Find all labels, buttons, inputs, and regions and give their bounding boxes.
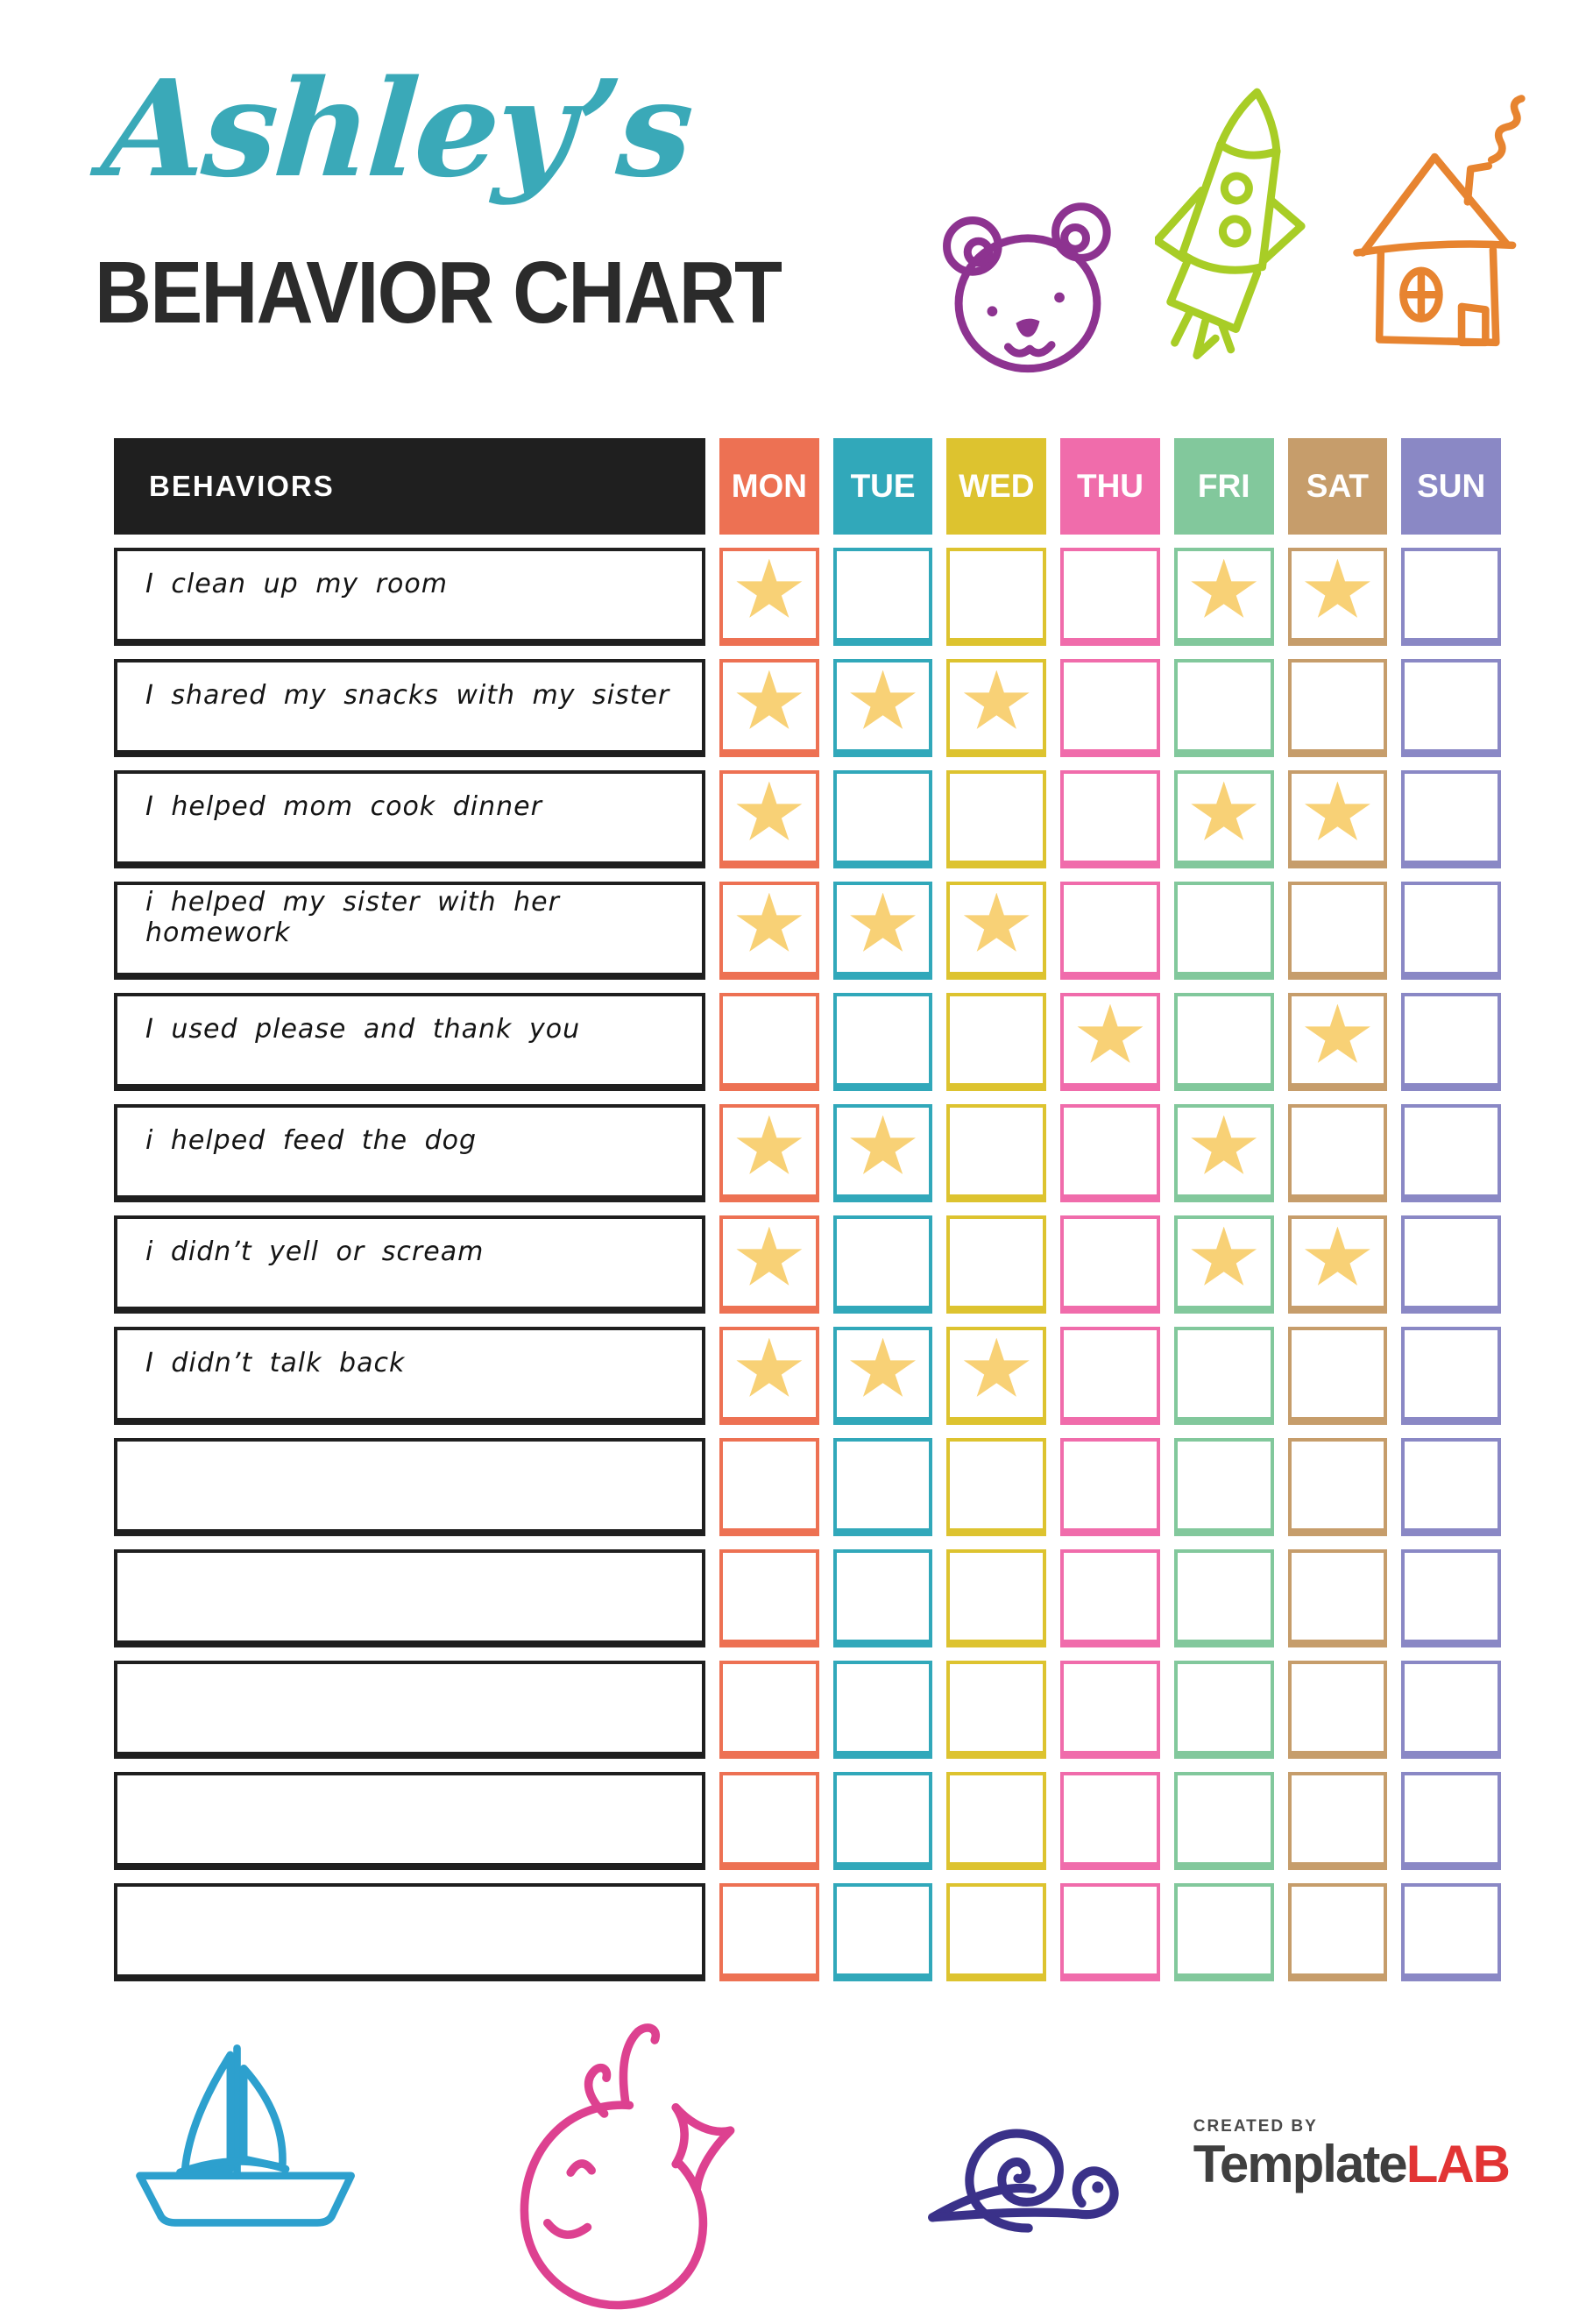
rocket-icon — [1155, 77, 1313, 410]
behavior-label[interactable] — [114, 1438, 705, 1536]
day-cell-wed[interactable] — [946, 1215, 1046, 1314]
created-by-label: CREATED BY — [1193, 2117, 1318, 2136]
day-cell-thu[interactable] — [1060, 882, 1160, 980]
behavior-label[interactable]: I clean up my room — [114, 548, 705, 646]
day-cell-sat[interactable] — [1288, 1327, 1388, 1425]
day-cell-wed[interactable] — [946, 1549, 1046, 1647]
day-cell-fri[interactable] — [1174, 993, 1274, 1091]
day-cell-mon[interactable] — [719, 1327, 819, 1425]
behavior-label[interactable] — [114, 1772, 705, 1870]
child-name-title: Ashley’s — [97, 50, 696, 207]
day-cell-sun[interactable] — [1401, 770, 1501, 868]
day-cell-fri[interactable] — [1174, 770, 1274, 868]
day-cell-thu[interactable] — [1060, 1883, 1160, 1981]
day-cell-sat[interactable] — [1288, 1661, 1388, 1759]
day-cell-tue[interactable] — [833, 882, 933, 980]
brand-name — [1193, 2136, 1509, 2192]
star-icon — [735, 1227, 804, 1292]
day-cell-thu[interactable] — [1060, 770, 1160, 868]
day-cell-sat[interactable] — [1288, 882, 1388, 980]
day-cell-sun[interactable] — [1401, 882, 1501, 980]
star-icon — [1303, 559, 1371, 624]
behavior-label[interactable]: I shared my snacks with my sister — [114, 659, 705, 757]
day-cell-wed[interactable] — [946, 1661, 1046, 1759]
day-cell-fri[interactable] — [1174, 1104, 1274, 1202]
behavior-label[interactable]: i helped my sister with her homework — [114, 882, 705, 980]
day-cell-tue[interactable] — [833, 1104, 933, 1202]
day-cell-fri[interactable] — [1174, 1661, 1274, 1759]
day-cell-mon[interactable] — [719, 1215, 819, 1314]
day-header-fri: FRI — [1174, 438, 1274, 535]
day-cell-thu[interactable] — [1060, 1327, 1160, 1425]
day-cell-tue[interactable] — [833, 1549, 933, 1647]
day-cell-fri[interactable] — [1174, 659, 1274, 757]
day-cell-fri[interactable] — [1174, 882, 1274, 980]
star-icon — [962, 893, 1030, 958]
day-cell-sat[interactable] — [1288, 1883, 1388, 1981]
day-cell-tue[interactable] — [833, 770, 933, 868]
house-icon — [1339, 91, 1533, 375]
day-cell-thu[interactable] — [1060, 1549, 1160, 1647]
star-icon — [1190, 1116, 1258, 1180]
day-header-sat: SAT — [1288, 438, 1388, 535]
sailboat-icon — [130, 2035, 365, 2236]
day-cell-sat[interactable] — [1288, 1772, 1388, 1870]
day-cell-mon[interactable] — [719, 1104, 819, 1202]
day-cell-wed[interactable] — [946, 1772, 1046, 1870]
star-icon — [1303, 1227, 1371, 1292]
day-cell-sun[interactable] — [1401, 1327, 1501, 1425]
day-cell-fri[interactable] — [1174, 1327, 1274, 1425]
day-cell-sat[interactable] — [1288, 993, 1388, 1091]
day-header-thu: THU — [1060, 438, 1160, 535]
day-cell-sun[interactable] — [1401, 1549, 1501, 1647]
star-icon — [735, 893, 804, 958]
behavior-label[interactable]: I helped mom cook dinner — [114, 770, 705, 868]
day-cell-wed[interactable] — [946, 770, 1046, 868]
day-cell-sat[interactable] — [1288, 1215, 1388, 1314]
day-cell-wed[interactable] — [946, 1438, 1046, 1536]
day-cell-sat[interactable] — [1288, 1104, 1388, 1202]
behavior-label[interactable] — [114, 1549, 705, 1647]
day-cell-mon[interactable] — [719, 1661, 819, 1759]
day-cell-wed[interactable] — [946, 548, 1046, 646]
day-cell-wed[interactable] — [946, 659, 1046, 757]
day-cell-wed[interactable] — [946, 1327, 1046, 1425]
day-cell-sun[interactable] — [1401, 1438, 1501, 1536]
day-cell-wed[interactable] — [946, 882, 1046, 980]
star-icon — [849, 1338, 917, 1403]
day-cell-wed[interactable] — [946, 993, 1046, 1091]
star-icon — [735, 559, 804, 624]
day-cell-sun[interactable] — [1401, 1215, 1501, 1314]
templatelab-logo — [1193, 2117, 1509, 2192]
day-cell-fri[interactable] — [1174, 1438, 1274, 1536]
day-cell-mon[interactable] — [719, 1438, 819, 1536]
star-icon — [962, 1338, 1030, 1403]
day-cell-thu[interactable] — [1060, 548, 1160, 646]
day-cell-sat[interactable] — [1288, 1438, 1388, 1536]
day-cell-fri[interactable] — [1174, 1215, 1274, 1314]
day-cell-thu[interactable] — [1060, 659, 1160, 757]
whale-icon — [491, 2009, 785, 2324]
day-cell-mon[interactable] — [719, 548, 819, 646]
star-icon — [1190, 1227, 1258, 1292]
day-cell-thu[interactable] — [1060, 1661, 1160, 1759]
star-icon — [1076, 1004, 1144, 1069]
star-icon — [1190, 782, 1258, 847]
behavior-label[interactable]: I didn’t talk back — [114, 1327, 705, 1425]
day-cell-thu[interactable] — [1060, 1438, 1160, 1536]
day-cell-tue[interactable] — [833, 1772, 933, 1870]
day-cell-tue[interactable] — [833, 1438, 933, 1536]
day-cell-sun[interactable] — [1401, 548, 1501, 646]
day-cell-mon[interactable] — [719, 770, 819, 868]
star-icon — [1303, 1004, 1371, 1069]
star-icon — [962, 670, 1030, 735]
day-cell-sun[interactable] — [1401, 993, 1501, 1091]
day-cell-fri[interactable] — [1174, 548, 1274, 646]
behavior-label[interactable] — [114, 1661, 705, 1759]
behavior-label[interactable]: i helped feed the dog — [114, 1104, 705, 1202]
day-cell-mon[interactable] — [719, 882, 819, 980]
behaviors-header: BEHAVIORS — [114, 438, 705, 535]
star-icon — [1303, 782, 1371, 847]
star-icon — [735, 1338, 804, 1403]
day-cell-thu[interactable] — [1060, 1772, 1160, 1870]
snail-icon — [922, 2068, 1171, 2246]
star-icon — [735, 782, 804, 847]
brand-name-lab: LAB — [1405, 2135, 1509, 2193]
day-cell-mon[interactable] — [719, 1883, 819, 1981]
brand-name-template: Template — [1193, 2135, 1406, 2193]
day-cell-tue[interactable] — [833, 548, 933, 646]
day-cell-fri[interactable] — [1174, 1772, 1274, 1870]
star-icon — [849, 893, 917, 958]
day-cell-thu[interactable] — [1060, 1215, 1160, 1314]
day-cell-tue[interactable] — [833, 1883, 933, 1981]
day-cell-wed[interactable] — [946, 1104, 1046, 1202]
day-cell-fri[interactable] — [1174, 1549, 1274, 1647]
day-cell-sun[interactable] — [1401, 1883, 1501, 1981]
day-cell-tue[interactable] — [833, 1327, 933, 1425]
day-cell-mon[interactable] — [719, 1549, 819, 1647]
day-cell-tue[interactable] — [833, 1215, 933, 1314]
day-cell-sat[interactable] — [1288, 548, 1388, 646]
day-cell-mon[interactable] — [719, 659, 819, 757]
day-cell-thu[interactable] — [1060, 1104, 1160, 1202]
bear-icon — [927, 193, 1144, 390]
day-cell-tue[interactable] — [833, 659, 933, 757]
day-cell-wed[interactable] — [946, 1883, 1046, 1981]
day-header-tue: TUE — [833, 438, 933, 535]
page-title: BEHAVIOR CHART — [95, 244, 782, 342]
behavior-chart-table — [114, 438, 1501, 1981]
star-icon — [1190, 559, 1258, 624]
behavior-label[interactable] — [114, 1883, 705, 1981]
day-cell-mon[interactable] — [719, 993, 819, 1091]
day-header-mon: MON — [719, 438, 819, 535]
day-cell-tue[interactable] — [833, 1661, 933, 1759]
day-cell-sun[interactable] — [1401, 1104, 1501, 1202]
behavior-label[interactable]: i didn’t yell or scream — [114, 1215, 705, 1314]
day-cell-mon[interactable] — [719, 1772, 819, 1870]
day-cell-sun[interactable] — [1401, 1661, 1501, 1759]
day-cell-fri[interactable] — [1174, 1883, 1274, 1981]
behavior-label[interactable]: I used please and thank you — [114, 993, 705, 1091]
day-cell-tue[interactable] — [833, 993, 933, 1091]
day-header-wed: WED — [946, 438, 1046, 535]
day-cell-sat[interactable] — [1288, 1549, 1388, 1647]
day-cell-sat[interactable] — [1288, 770, 1388, 868]
day-cell-sun[interactable] — [1401, 659, 1501, 757]
day-cell-sat[interactable] — [1288, 659, 1388, 757]
star-icon — [735, 1116, 804, 1180]
day-cell-thu[interactable] — [1060, 993, 1160, 1091]
star-icon — [849, 670, 917, 735]
star-icon — [849, 1116, 917, 1180]
day-header-sun: SUN — [1401, 438, 1501, 535]
star-icon — [735, 670, 804, 735]
day-cell-sun[interactable] — [1401, 1772, 1501, 1870]
